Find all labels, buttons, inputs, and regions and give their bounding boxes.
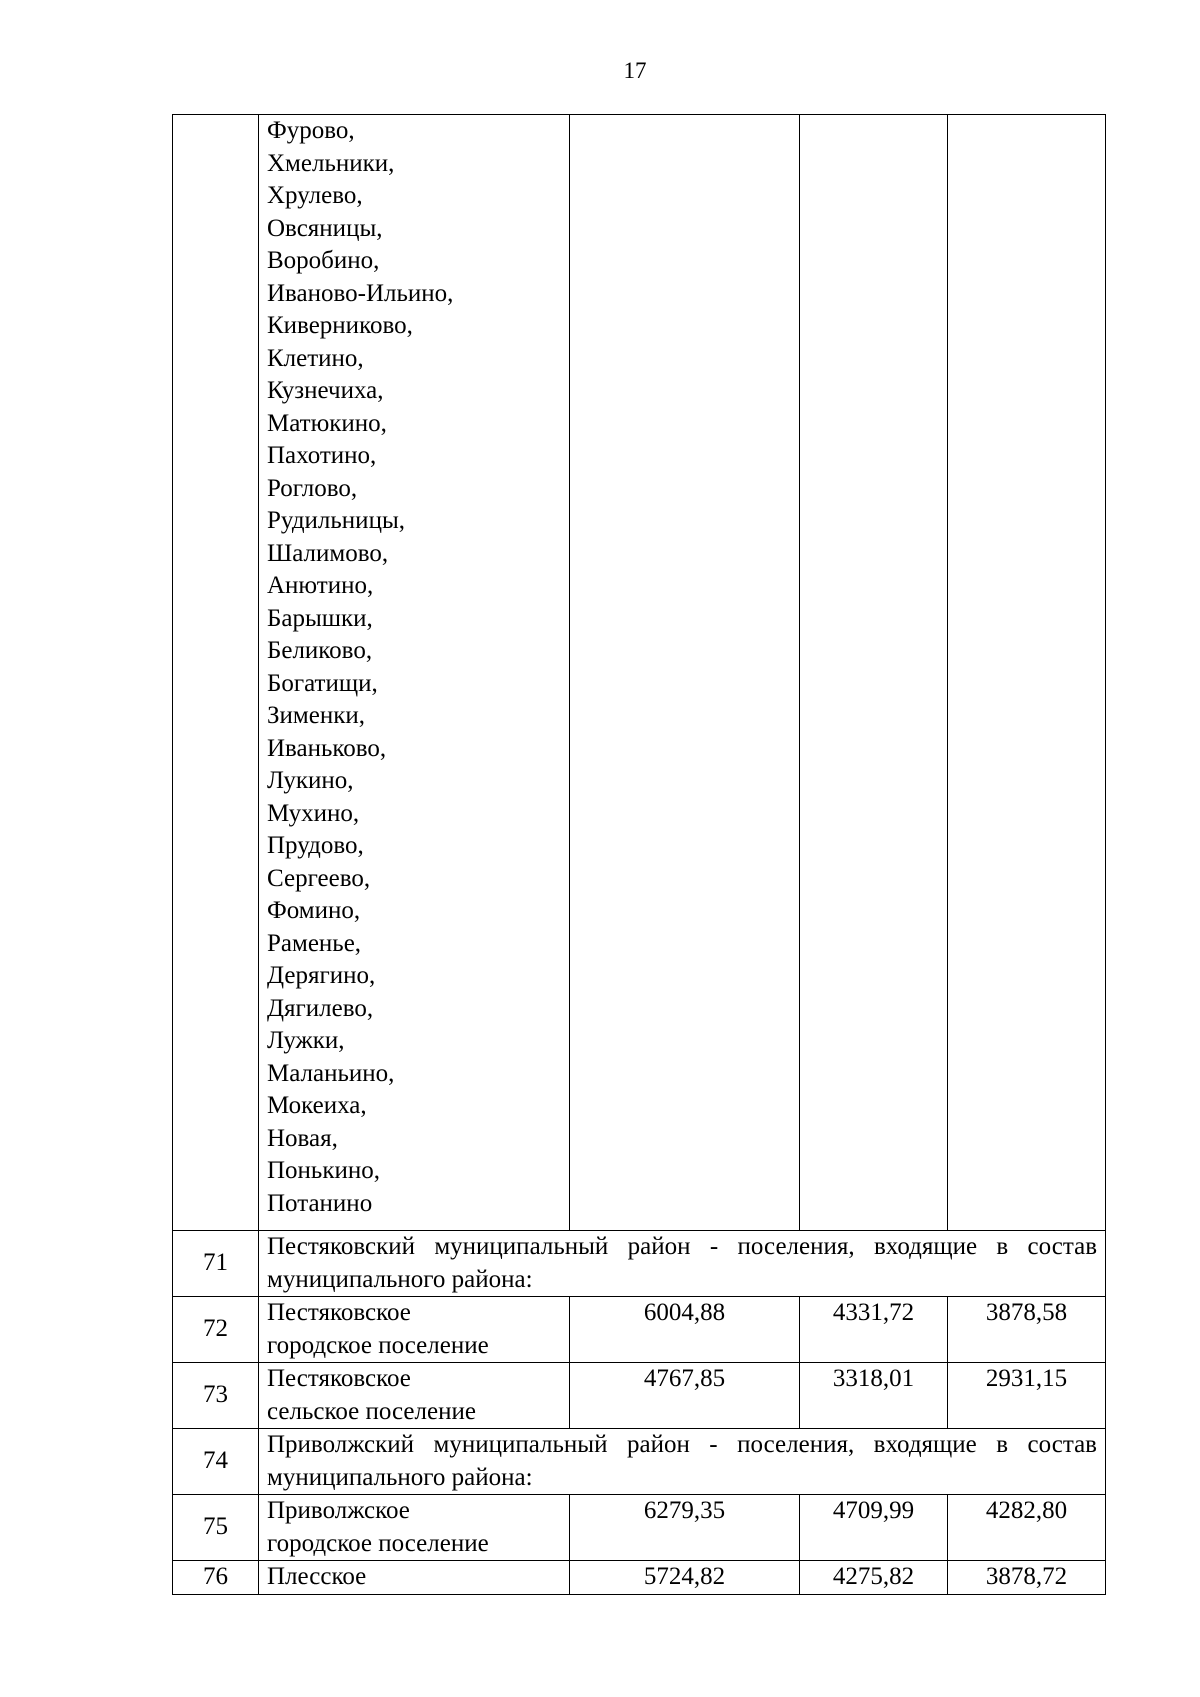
- settlement-name-cell: [259, 1363, 570, 1429]
- village-name: Фурово,: [267, 117, 355, 144]
- village-name: Понькино,: [267, 1157, 380, 1184]
- value-2: 4709,99: [800, 1495, 948, 1561]
- village-name: Киверниково,: [267, 312, 413, 339]
- village-list-cell: [259, 115, 570, 1231]
- value-3: 3878,72: [948, 1561, 1106, 1595]
- village-name: Хрулево,: [267, 182, 363, 209]
- village-name: Раменье,: [267, 929, 362, 957]
- value-1: 5724,82: [570, 1561, 800, 1595]
- village-name: Кузнечиха,: [267, 377, 384, 404]
- settlement-type: городское поселение: [267, 1331, 489, 1359]
- value-2: 3318,01: [800, 1363, 948, 1429]
- row-number: 74: [173, 1429, 259, 1495]
- table-row-76: [173, 1561, 1106, 1595]
- village-name: Мокеиха,: [267, 1092, 367, 1119]
- village-name: Иваново-Ильино,: [267, 279, 454, 307]
- value-1: 4767,85: [570, 1363, 800, 1429]
- value-cell-2: [800, 115, 948, 1231]
- settlement-name: Пестяковское: [267, 1365, 411, 1392]
- village-name: Фомино,: [267, 897, 361, 924]
- table-row-75: [173, 1495, 1106, 1561]
- village-name: Барышки,: [267, 604, 373, 632]
- village-name: Хмельники,: [267, 149, 395, 177]
- value-3: 4282,80: [948, 1495, 1106, 1561]
- value-3: 2931,15: [948, 1363, 1106, 1429]
- village-name: Дерягино,: [267, 962, 376, 989]
- value-2: 4331,72: [800, 1297, 948, 1363]
- village-name: Лужки,: [267, 1027, 345, 1054]
- village-name: Богатищи,: [267, 669, 378, 697]
- village-name: Матюкино,: [267, 409, 387, 437]
- district-heading: Пестяковский муниципальный район - поселения, входящие в состав муниципального района:: [259, 1231, 1106, 1297]
- village-name: Роглово,: [267, 474, 358, 502]
- row-number-cell: [173, 115, 259, 1231]
- village-name: Шалимово,: [267, 539, 389, 567]
- village-name: Лукино,: [267, 767, 354, 794]
- village-name: Пахотино,: [267, 442, 377, 469]
- settlement-type: сельское поселение: [267, 1397, 476, 1425]
- village-name: Овсяницы,: [267, 214, 383, 242]
- value-1: 6279,35: [570, 1495, 800, 1561]
- village-name: Анютино,: [267, 572, 374, 599]
- settlement-name-cell: [259, 1495, 570, 1561]
- value-3: 3878,58: [948, 1297, 1106, 1363]
- village-name: Клетино,: [267, 344, 364, 372]
- table-row-74: [173, 1429, 1106, 1495]
- village-name: Рудильницы,: [267, 507, 405, 534]
- settlement-name: Приволжское: [267, 1497, 410, 1524]
- value-2: 4275,82: [800, 1561, 948, 1595]
- settlement-name-cell: [259, 1561, 570, 1595]
- table-row-71: [173, 1231, 1106, 1297]
- row-number: 72: [173, 1297, 259, 1363]
- settlement-name-cell: [259, 1297, 570, 1363]
- village-name: Сергеево,: [267, 864, 371, 892]
- table-row-continued: [173, 115, 1106, 1231]
- village-name: Дягилево,: [267, 994, 374, 1022]
- village-name: Новая,: [267, 1124, 338, 1152]
- value-1: 6004,88: [570, 1297, 800, 1363]
- page-number: 17: [623, 58, 647, 83]
- value-cell-3: [948, 115, 1106, 1231]
- village-name: Прудово,: [267, 832, 364, 859]
- village-name: Мухино,: [267, 799, 360, 827]
- village-name: Зименки,: [267, 702, 365, 729]
- district-heading: Приволжский муниципальный район - поселения, входящие в состав муниципального района:: [259, 1429, 1106, 1495]
- table-row-73: [173, 1363, 1106, 1429]
- value-cell-1: [570, 115, 800, 1231]
- village-name: Воробино,: [267, 247, 380, 274]
- row-number: 76: [173, 1561, 259, 1595]
- tariff-table: [172, 114, 1106, 1595]
- row-number: 71: [173, 1231, 259, 1297]
- village-name: Беликово,: [267, 637, 373, 664]
- village-name: Потанино: [267, 1189, 373, 1217]
- row-number: 73: [173, 1363, 259, 1429]
- settlement-type: городское поселение: [267, 1529, 489, 1557]
- table-row-72: [173, 1297, 1106, 1363]
- settlement-name: Плесское: [267, 1563, 367, 1590]
- village-name: Маланьино,: [267, 1059, 395, 1087]
- settlement-name: Пестяковское: [267, 1299, 411, 1326]
- village-name: Иваньково,: [267, 734, 387, 762]
- row-number: 75: [173, 1495, 259, 1561]
